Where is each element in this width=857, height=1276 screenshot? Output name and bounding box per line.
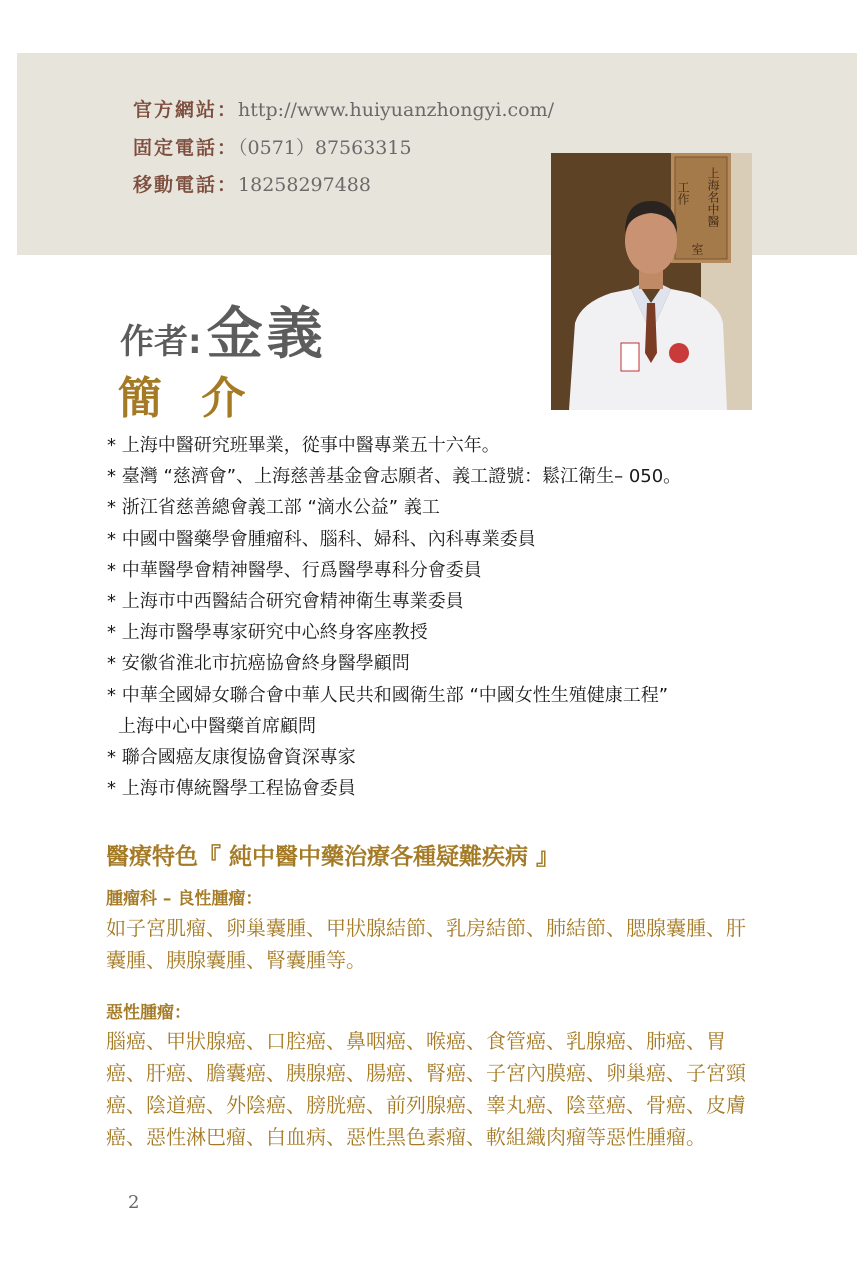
intro-title: 簡 介 xyxy=(118,373,258,424)
bio-item: * 上海市傳統醫學工程協會委員 xyxy=(107,778,356,800)
landline-number: （0571）87563315 xyxy=(238,137,412,159)
bio-item: * 上海市醫學專家研究中心終身客座教授 xyxy=(107,622,428,644)
specialty-title: 醫療特色『 純中醫中藥治療各種疑難疾病 』 xyxy=(106,844,560,870)
author-name: 金義 xyxy=(206,301,327,367)
benign-paragraph: 如子宮肌瘤、卵巢囊腫、甲狀腺結節、乳房結節、肺結節、腮腺囊腫、肝囊腫、胰腺囊腫、腎囊腫等。 xyxy=(106,916,746,972)
bio-item: * 安徽省淮北市抗癌協會終身醫學顧問 xyxy=(107,653,410,675)
mobile-number: 18258297488 xyxy=(238,174,371,196)
bio-item: * 聯合國癌友康復協會資深專家 xyxy=(107,746,356,768)
bio-item: * 上海市中西醫結合研究會精神衛生專業委員 xyxy=(107,590,464,612)
bio-list xyxy=(107,430,827,804)
benign-heading: 腫瘤科 – 良性腫瘤： xyxy=(106,889,263,909)
malignant-heading: 惡性腫瘤： xyxy=(106,1003,191,1023)
website-label: 官方網站： xyxy=(133,99,239,121)
bio-item: * 上海中醫研究班畢業，從事中醫專業五十六年。 xyxy=(107,435,500,456)
plaque-text-bottom: 室 xyxy=(690,243,704,255)
author-heading xyxy=(120,290,327,370)
bio-item: * 中華醫學會精神醫學、行爲醫學專科分會委員 xyxy=(107,559,482,581)
page-number: 2 xyxy=(128,1192,140,1213)
website-url[interactable]: http://www.huiyuanzhongyi.com/ xyxy=(238,99,554,121)
landline-label: 固定電話： xyxy=(133,137,239,159)
bio-item: * 中國中醫藥學會腫瘤科、腦科、婦科、內科專業委員 xyxy=(107,528,536,550)
bio-item: * 浙江省慈善總會義工部 “滴水公益” 義工 xyxy=(107,497,440,519)
bio-item: * 中華全國婦女聯合會中華人民共和國衛生部 “中國女性生殖健康工程” xyxy=(107,684,669,706)
plaque-text-left: 工作 xyxy=(676,181,690,205)
bio-item-continuation: 上海中心中醫藥首席顧問 xyxy=(118,715,316,737)
plaque-text-right: 上海名中醫 xyxy=(706,167,720,227)
mobile-line xyxy=(133,170,371,197)
bio-item: * 臺灣 “慈濟會”、上海慈善基金會志願者、義工證號：鬆江衛生– 050。 xyxy=(107,466,682,488)
mobile-label: 移動電話： xyxy=(133,174,239,196)
author-photo xyxy=(551,153,752,410)
author-prefix: 作者: xyxy=(120,322,202,362)
website-line xyxy=(133,95,554,122)
malignant-paragraph: 腦癌、甲狀腺癌、口腔癌、鼻咽癌、喉癌、食管癌、乳腺癌、肺癌、胃癌、肝癌、膽囊癌、胰腺癌、腸癌、腎癌、子宮內膜癌、卵巢癌、子宮頸癌、陰道癌、外陰癌、膀胱癌、前列腺癌、睾丸癌、陰莖癌、骨癌、皮膚癌、惡性淋巴瘤、白血病、惡性黑色素瘤、軟組織肉瘤等惡性腫瘤。 xyxy=(106,1029,746,1149)
landline-line xyxy=(133,133,412,160)
